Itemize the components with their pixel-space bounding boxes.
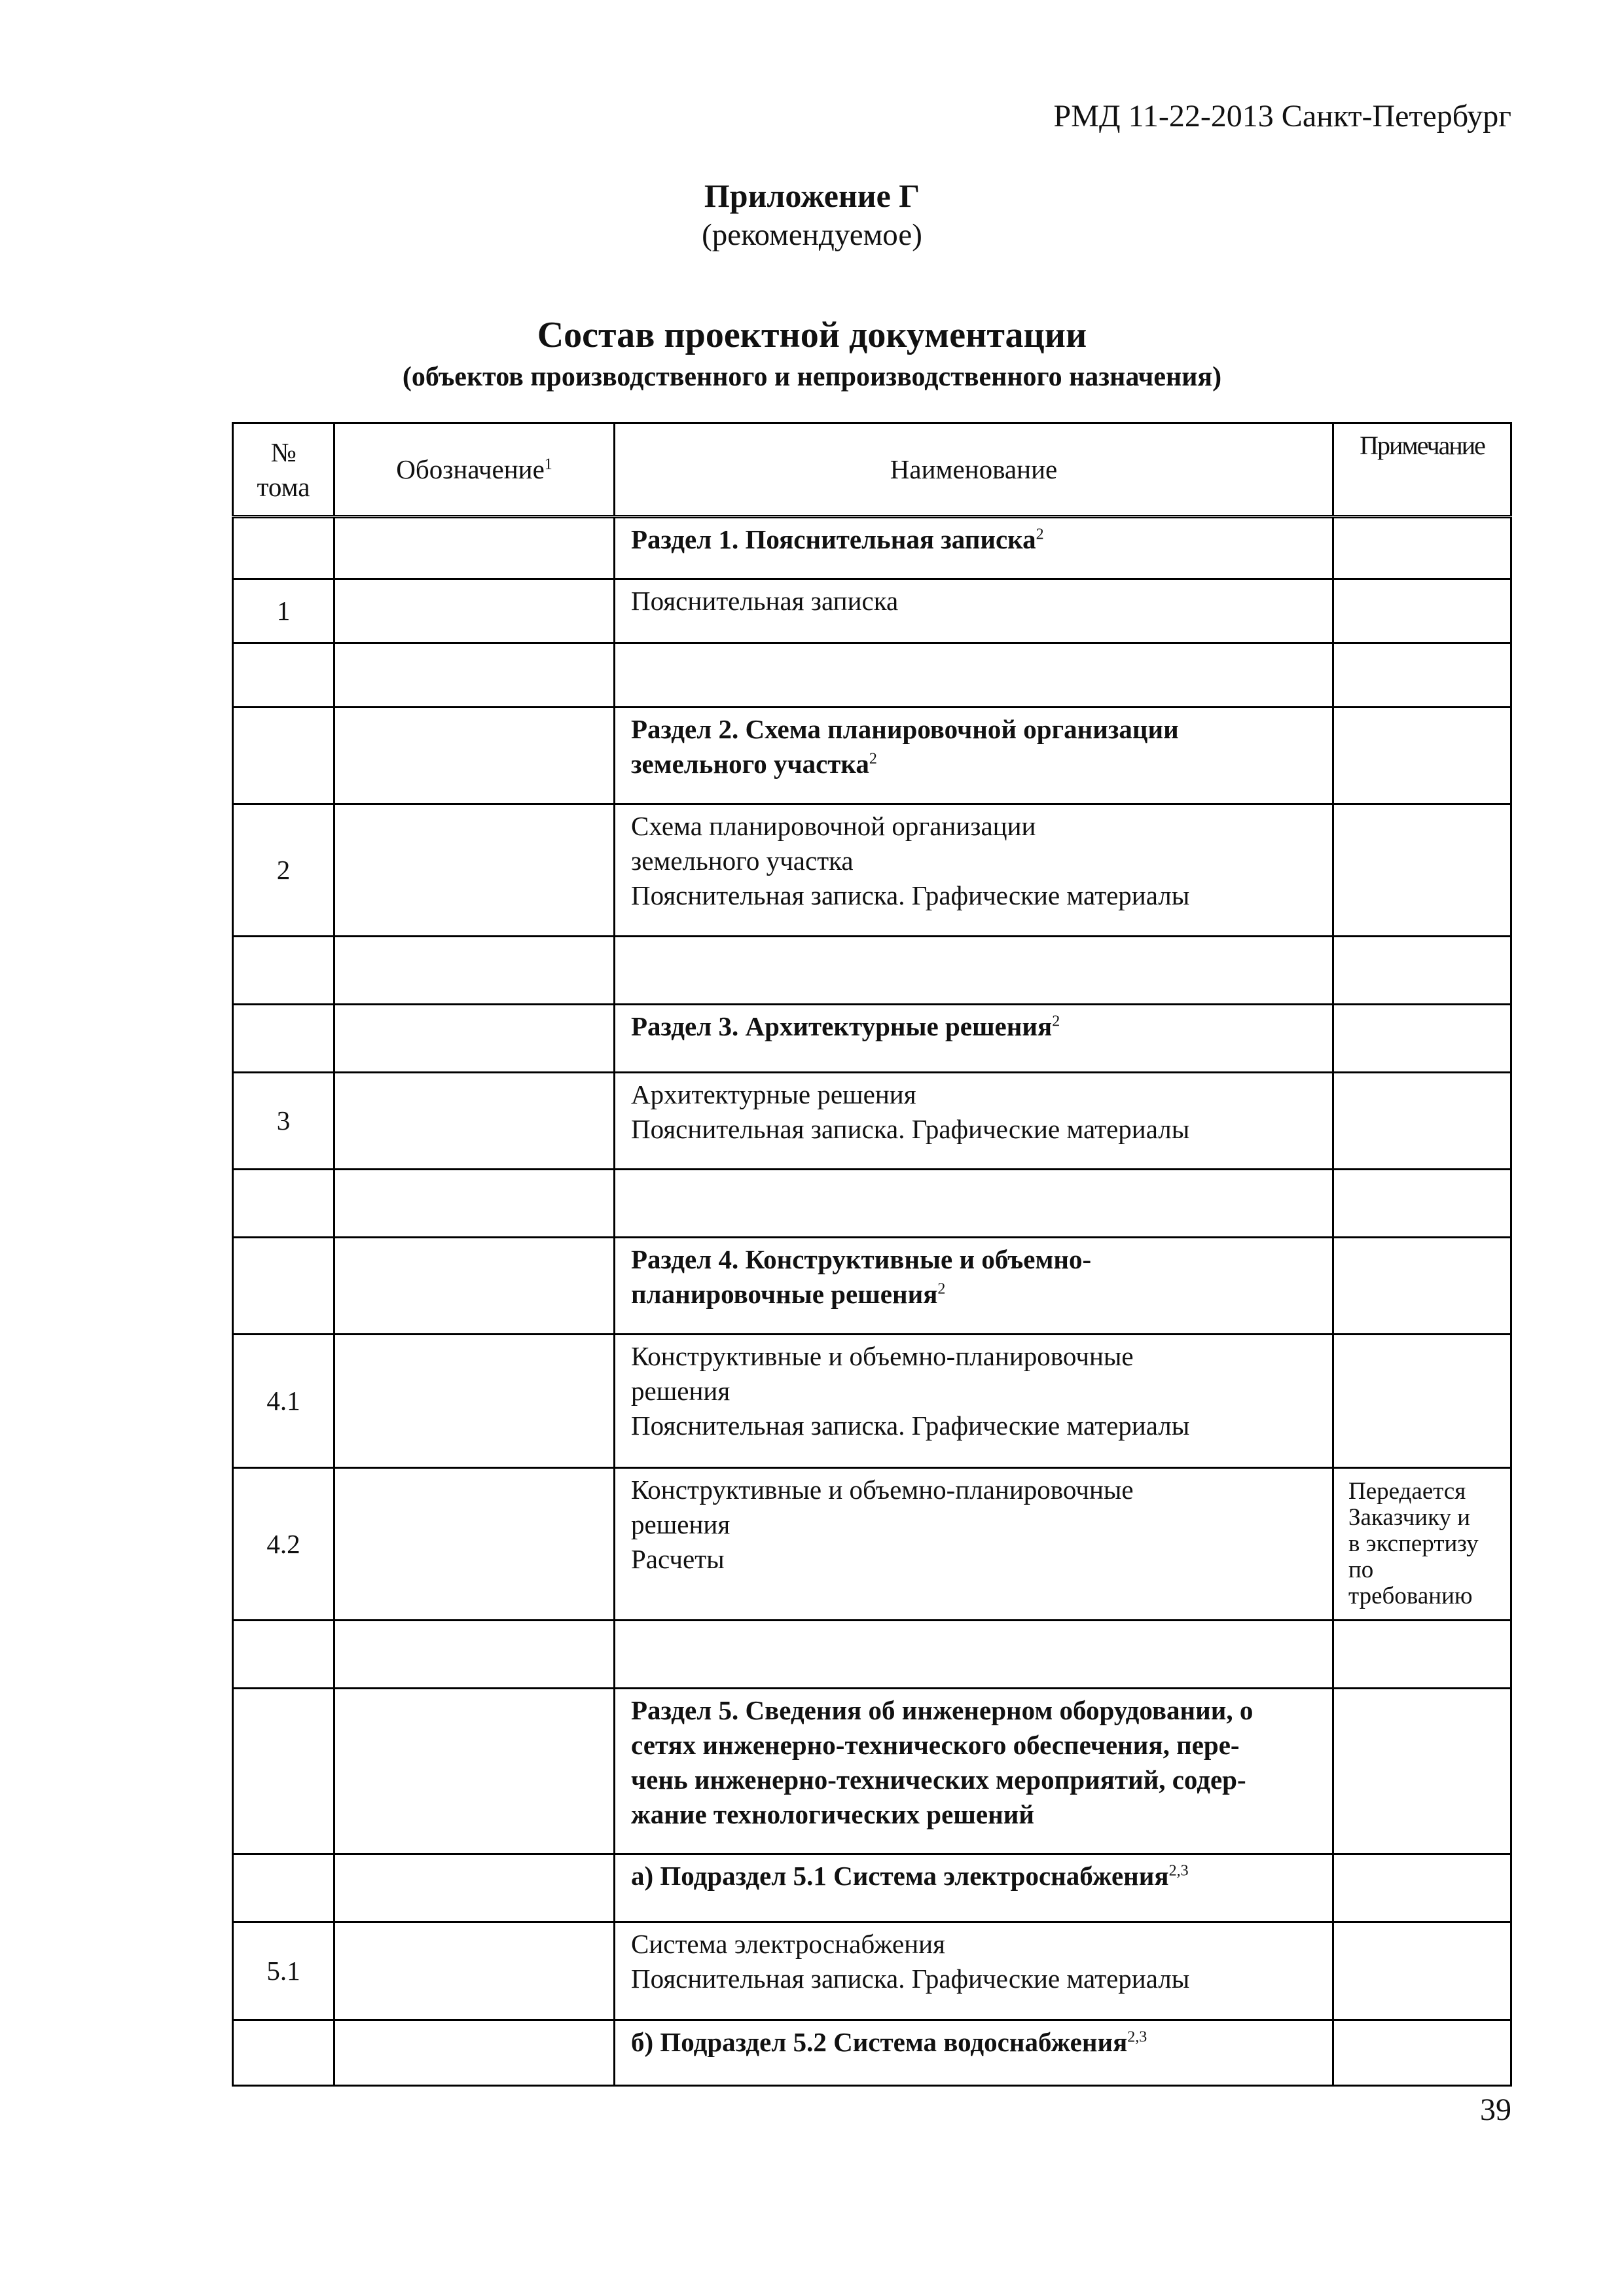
note-cell	[1333, 1689, 1511, 1854]
section-title-cell	[615, 1005, 1333, 1073]
volume-number-cell	[233, 2020, 334, 2086]
footnote-marker: 2	[1052, 1013, 1060, 1030]
name-line	[631, 1542, 1332, 1577]
note-cell	[1333, 1854, 1511, 1922]
designation-cell	[334, 1073, 615, 1170]
project-documentation-table	[232, 422, 1512, 2087]
name-cell	[615, 1073, 1333, 1170]
name-line	[631, 712, 1332, 747]
header-designation-footnote: 1	[544, 456, 552, 473]
volume-number-cell	[233, 937, 334, 1005]
note-line: по	[1348, 1556, 1374, 1583]
note-cell	[1333, 708, 1511, 804]
name-cell	[615, 1335, 1333, 1468]
name-cell	[615, 1468, 1333, 1621]
section-title-cell	[615, 2020, 1333, 2086]
note-cell	[1333, 2020, 1511, 2086]
volume-number-cell: 3	[233, 1073, 334, 1170]
name-line	[631, 1797, 1332, 1832]
designation-cell	[334, 1922, 615, 2020]
name-line-text: Раздел 2. Схема планировочной организации	[631, 714, 1179, 744]
designation-cell	[334, 1468, 615, 1621]
volume-number-cell: 5.1	[233, 1922, 334, 2020]
page-number: 39	[1480, 2092, 1511, 2127]
designation-cell	[334, 579, 615, 643]
name-line	[631, 1927, 1332, 1962]
name-line	[631, 2025, 1332, 2060]
table-row	[233, 1073, 1511, 1170]
note-cell	[1333, 804, 1511, 937]
appendix-title: Приложение Г	[704, 177, 920, 214]
table-row	[233, 643, 1511, 708]
document-title: Состав проектной документации	[537, 315, 1087, 355]
footnote-marker: 2	[869, 750, 877, 768]
table-row	[233, 1170, 1511, 1238]
name-line-text: Расчеты	[631, 1544, 725, 1574]
table-row	[233, 1854, 1511, 1922]
volume-number-cell	[233, 1621, 334, 1689]
name-cell	[615, 804, 1333, 937]
name-line-text: Пояснительная записка. Графические материалы	[631, 1410, 1190, 1441]
name-line	[631, 1242, 1332, 1277]
designation-cell	[334, 708, 615, 804]
designation-cell	[334, 804, 615, 937]
note-cell	[1333, 1922, 1511, 2020]
name-cell	[615, 1922, 1333, 2020]
table-header-row	[233, 423, 1511, 517]
name-cell	[615, 579, 1333, 643]
volume-number-cell	[233, 1854, 334, 1922]
name-line-text: Пояснительная записка. Графические материалы	[631, 880, 1190, 910]
footnote-marker: 2,3	[1127, 2028, 1147, 2046]
name-line-text: Схема планировочной организации	[631, 811, 1036, 841]
table-row	[233, 1689, 1511, 1854]
name-line	[631, 1473, 1332, 1507]
note-cell	[1333, 1238, 1511, 1335]
note-cell	[1333, 1005, 1511, 1073]
designation-cell	[334, 937, 615, 1005]
designation-cell	[334, 517, 615, 579]
name-line-text: чень инженерно-технических мероприятий, содер-	[631, 1765, 1246, 1795]
table-row	[233, 1621, 1511, 1689]
volume-number-cell	[233, 1689, 334, 1854]
volume-number-cell: 1	[233, 579, 334, 643]
name-line	[631, 1763, 1332, 1797]
table-row	[233, 1335, 1511, 1468]
volume-number-cell: 4.2	[233, 1468, 334, 1621]
name-line-text: Пояснительная записка	[631, 586, 899, 616]
footnote-marker: 2,3	[1168, 1862, 1189, 1880]
volume-number-cell	[233, 517, 334, 579]
name-line	[631, 522, 1332, 557]
name-line-text: Пояснительная записка. Графические материалы	[631, 1114, 1190, 1144]
designation-cell	[334, 643, 615, 708]
name-line-text: Раздел 4. Конструктивные и объемно-	[631, 1244, 1092, 1274]
header-designation	[334, 423, 615, 517]
name-line-text: решения	[631, 1509, 731, 1539]
appendix-subtitle: (рекомендуемое)	[702, 218, 922, 252]
table-row	[233, 1922, 1511, 2020]
name-line-text: Раздел 3. Архитектурные решения	[631, 1011, 1053, 1041]
header-note	[1333, 423, 1511, 517]
note-cell	[1333, 643, 1511, 708]
designation-cell	[334, 1005, 615, 1073]
header-note-label: Примечание	[1360, 431, 1485, 460]
designation-cell	[334, 2020, 615, 2086]
table-row	[233, 804, 1511, 937]
header-num-word: тома	[257, 471, 310, 502]
table-row	[233, 1468, 1511, 1621]
name-line-text: земельного участка	[631, 749, 869, 779]
name-line-text: Конструктивные и объемно-планировочные	[631, 1341, 1134, 1371]
name-line	[631, 1009, 1332, 1044]
name-cell	[615, 1170, 1333, 1238]
name-line	[631, 1507, 1332, 1542]
table-row	[233, 937, 1511, 1005]
section-title-cell	[615, 517, 1333, 579]
name-line-text: сетях инженерно-технического обеспечения, пере-	[631, 1730, 1240, 1760]
volume-number-cell	[233, 1238, 334, 1335]
name-line	[631, 809, 1332, 844]
name-cell	[615, 937, 1333, 1005]
header-volume-number	[233, 423, 334, 517]
table-row	[233, 708, 1511, 804]
table-row	[233, 579, 1511, 643]
note-line: требованию	[1348, 1583, 1473, 1609]
name-line	[631, 1859, 1332, 1893]
document-code-header: РМД 11-22-2013 Санкт-Петербург	[1053, 99, 1511, 134]
section-title-cell	[615, 708, 1333, 804]
name-line-text: Раздел 5. Сведения об инженерном оборудовании, о	[631, 1695, 1254, 1725]
note-line: в экспертизу	[1348, 1530, 1479, 1557]
footnote-marker: 2	[937, 1280, 946, 1298]
volume-number-cell: 4.1	[233, 1335, 334, 1468]
volume-number-cell	[233, 1170, 334, 1238]
volume-number-cell	[233, 643, 334, 708]
name-line	[631, 1962, 1332, 1996]
document-subtitle: (объектов производственного и непроизводственного назначения)	[402, 362, 1222, 392]
name-line-text: Раздел 1. Пояснительная записка	[631, 524, 1036, 554]
name-line-text: Архитектурные решения	[631, 1079, 916, 1109]
header-num-symbol: №	[270, 437, 297, 467]
name-line-text: а) Подраздел 5.1 Система электроснабжения	[631, 1861, 1169, 1891]
note-cell	[1333, 1621, 1511, 1689]
designation-cell	[334, 1689, 615, 1854]
note-cell	[1333, 1468, 1511, 1621]
footnote-marker: 2	[1036, 526, 1044, 543]
table-row	[233, 1005, 1511, 1073]
name-line-text: Пояснительная записка. Графические материалы	[631, 1964, 1190, 1994]
note-cell	[1333, 1073, 1511, 1170]
note-cell	[1333, 1335, 1511, 1468]
designation-cell	[334, 1238, 615, 1335]
table-row	[233, 517, 1511, 579]
header-name-label: Наименование	[890, 454, 1058, 484]
volume-number-cell: 2	[233, 804, 334, 937]
designation-cell	[334, 1854, 615, 1922]
note-cell	[1333, 937, 1511, 1005]
note-cell	[1333, 579, 1511, 643]
name-line-text: Конструктивные и объемно-планировочные	[631, 1475, 1134, 1505]
header-name	[615, 423, 1333, 517]
table-row	[233, 2020, 1511, 2086]
name-line-text: земельного участка	[631, 846, 854, 876]
volume-number-cell	[233, 708, 334, 804]
table-row	[233, 1238, 1511, 1335]
header-designation-label: Обозначение	[396, 454, 545, 484]
designation-cell	[334, 1170, 615, 1238]
note-cell	[1333, 1170, 1511, 1238]
section-title-cell	[615, 1689, 1333, 1854]
name-cell	[615, 1621, 1333, 1689]
name-line-text: планировочные решения	[631, 1279, 938, 1309]
name-line	[631, 1277, 1332, 1312]
name-line-text: Система электроснабжения	[631, 1929, 945, 1959]
name-line	[631, 584, 1332, 619]
name-line	[631, 747, 1332, 781]
name-line	[631, 1339, 1332, 1374]
designation-cell	[334, 1335, 615, 1468]
name-line	[631, 1693, 1332, 1728]
note-line: Заказчику и	[1348, 1504, 1471, 1531]
note-cell	[1333, 517, 1511, 579]
section-title-cell	[615, 1238, 1333, 1335]
name-line-text: решения	[631, 1376, 731, 1406]
designation-cell	[334, 1621, 615, 1689]
volume-number-cell	[233, 1005, 334, 1073]
name-cell	[615, 643, 1333, 708]
name-line	[631, 1112, 1332, 1147]
name-line-text: б) Подраздел 5.2 Система водоснабжения	[631, 2027, 1128, 2057]
name-line	[631, 1408, 1332, 1443]
name-line-text: жание технологических решений	[631, 1799, 1034, 1829]
name-line	[631, 878, 1332, 913]
name-line	[631, 1374, 1332, 1408]
name-line	[631, 844, 1332, 878]
name-line	[631, 1728, 1332, 1763]
name-line	[631, 1077, 1332, 1112]
note-line: Передается	[1348, 1478, 1466, 1505]
section-title-cell	[615, 1854, 1333, 1922]
